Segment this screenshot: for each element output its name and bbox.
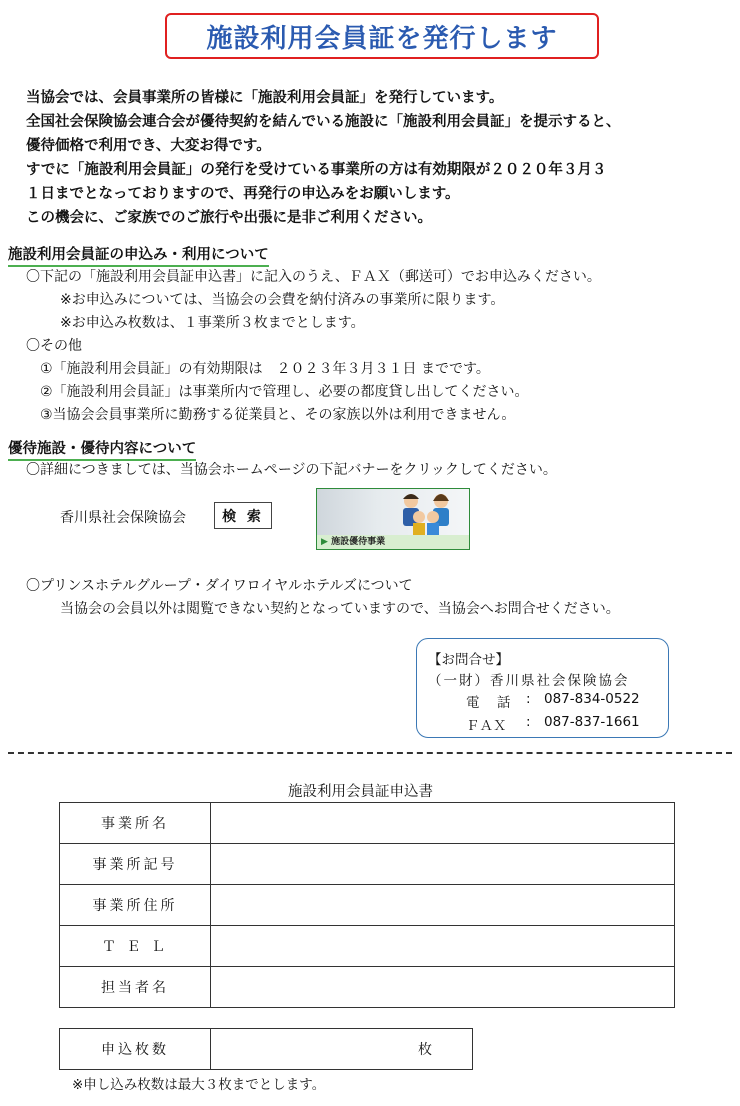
table-row [60, 803, 675, 844]
form-label: 担当者名 [60, 967, 211, 1008]
count-label: 申込枚数 [60, 1029, 211, 1070]
intro-line: 優待価格で利用でき、大変お得です。 [26, 138, 271, 154]
fax-colon: : [526, 714, 531, 730]
table-row [60, 844, 675, 885]
other-item: ①「施設利用会員証」の有効期限は ２０２３年３月３１日 までです。 [40, 361, 490, 377]
section-heading-application: 施設利用会員証の申込み・利用について [8, 243, 269, 267]
application-form-table [59, 802, 675, 1008]
application-instruction: 〇下記の「施設利用会員証申込書」に記入のうえ、ＦＡＸ（郵送可）でお申込みください。 [26, 269, 601, 285]
contact-heading: 【お問合せ】 [428, 652, 509, 668]
section-heading-benefits: 優待施設・優待内容について [8, 437, 196, 461]
fax-number: 087-837-1661 [544, 714, 640, 730]
intro-line: １日までとなっておりますので、再発行の申込みをお願いします。 [26, 186, 460, 202]
search-button[interactable]: 検 索 [214, 502, 272, 529]
office-address-field[interactable] [211, 885, 675, 926]
fax-label: ＦＡＸ [466, 718, 507, 734]
application-note: ※お申込みについては、当協会の会費を納付済みの事業所に限ります。 [60, 292, 505, 308]
tel-field[interactable] [211, 926, 675, 967]
page-title: 施設利用会員証を発行します [165, 13, 599, 59]
contact-person-field[interactable] [211, 967, 675, 1008]
banner-caption: ▶ 施設優待事業 [317, 535, 469, 550]
office-code-field[interactable] [211, 844, 675, 885]
other-item: ②「施設利用会員証」は事業所内で管理し、必要の都度貸し出してください。 [40, 384, 529, 400]
table-row [60, 926, 675, 967]
prince-heading: 〇プリンスホテルグループ・ダイワロイヤルホテルズについて [26, 578, 413, 594]
tel-colon: : [526, 691, 531, 707]
intro-line: 全国社会保険協会連合会が優待契約を結んでいる施設に「施設利用会員証」を提示すると、 [26, 114, 621, 130]
search-keyword: 香川県社会保険協会 [60, 510, 186, 526]
people-illustration-icon [317, 489, 469, 535]
prince-note: 当協会の会員以外は閲覧できない契約となっていますので、当協会へお問合せください。 [60, 601, 620, 617]
count-unit: 枚 [418, 1042, 432, 1058]
intro-line: この機会に、ご家族でのご旅行や出張に是非ご利用ください。 [26, 210, 432, 226]
count-table [59, 1028, 473, 1070]
count-field[interactable] [211, 1029, 473, 1070]
office-name-field[interactable] [211, 803, 675, 844]
contact-org: （一財）香川県社会保険協会 [428, 673, 630, 689]
form-label: 事業所記号 [60, 844, 211, 885]
table-row [60, 1029, 473, 1070]
table-row [60, 885, 675, 926]
other-item: ③当協会会員事業所に勤務する従業員と、その家族以外は利用できません。 [40, 407, 516, 423]
intro-line: 当協会では、会員事業所の皆様に「施設利用会員証」を発行しています。 [26, 90, 504, 106]
facility-benefits-banner[interactable] [316, 488, 470, 550]
tel-number: 087-834-0522 [544, 691, 640, 707]
table-row [60, 967, 675, 1008]
play-arrow-icon: ▶ [321, 537, 332, 547]
form-label: 事業所名 [60, 803, 211, 844]
tel-label: 電 話 [466, 695, 513, 711]
application-note: ※お申込み枚数は、１事業所３枚までとします。 [60, 315, 365, 331]
form-note: ※申し込み枚数は最大３枚までとします。 [72, 1077, 326, 1093]
banner-image [317, 489, 469, 535]
intro-line: すでに「施設利用会員証」の発行を受けている事業所の方は有効期限が２０２０年３月３ [26, 162, 607, 178]
form-label: 事業所住所 [60, 885, 211, 926]
other-heading: 〇その他 [26, 338, 82, 354]
benefits-instruction: 〇詳細につきましては、当協会ホームページの下記バナーをクリックしてください。 [26, 462, 557, 478]
cut-line [8, 752, 732, 754]
form-title: 施設利用会員証申込書 [288, 784, 433, 800]
form-label: Ｔ Ｅ Ｌ [60, 926, 211, 967]
